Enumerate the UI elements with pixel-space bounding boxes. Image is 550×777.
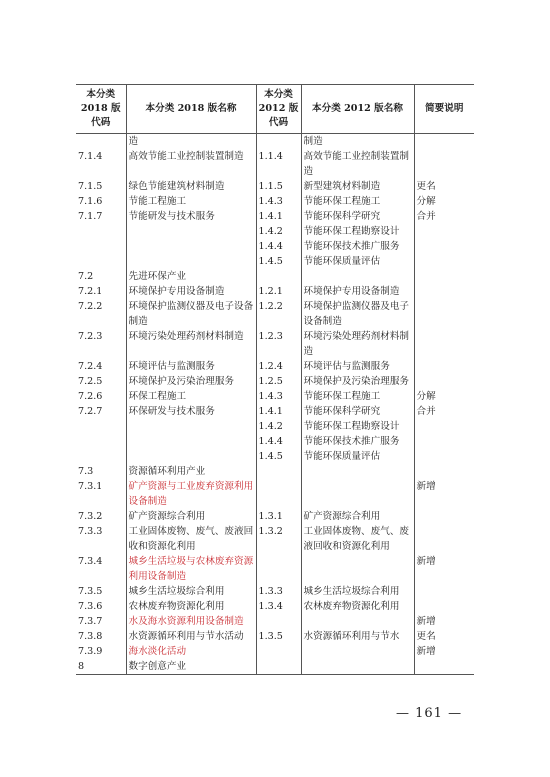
cell-name-2018 xyxy=(126,224,256,239)
table-row xyxy=(76,149,474,179)
cell-name-2018: 海水淡化活动 xyxy=(126,644,256,659)
cell-code-2018 xyxy=(76,434,126,449)
cell-code-2018: 7.3 xyxy=(78,466,94,477)
cell-code-2012: 1.2.5 xyxy=(256,374,301,389)
table-row xyxy=(76,404,474,419)
cell-code-2018: 7.1.7 xyxy=(78,211,103,222)
cell-name-2012: 环境污染处理药剂材料制造 xyxy=(301,329,414,359)
cell-name-2012: 环境保护及污染治理服务 xyxy=(301,374,414,389)
cell-name-2012 xyxy=(301,554,414,584)
cell-name-2018: 水资源循环利用与节水活动 xyxy=(126,629,256,644)
cell-code-2018: 7.1.5 xyxy=(78,181,103,192)
table-row xyxy=(76,479,474,509)
cell-name-2012: 水资源循环利用与节水 xyxy=(301,629,414,644)
cell-note xyxy=(414,434,474,449)
cell-code-2012: 1.1.5 xyxy=(256,179,301,194)
cell-name-2018 xyxy=(126,434,256,449)
table-row xyxy=(76,584,474,599)
cell-name-2012: 节能环保工程勘察设计 xyxy=(301,224,414,239)
cell-note xyxy=(414,134,474,150)
cell-code-2012 xyxy=(256,644,301,659)
cell-code-2012: 1.4.4 xyxy=(256,239,301,254)
table-row xyxy=(76,389,474,404)
cell-note: 新增 xyxy=(414,614,474,629)
cell-code-2018: 7.3.8 xyxy=(78,631,103,642)
table-row xyxy=(76,644,474,659)
cell-code-2012: 1.4.5 xyxy=(256,254,301,269)
cell-note: 分解 xyxy=(414,194,474,209)
cell-note xyxy=(414,374,474,389)
cell-name-2018: 环保研发与技术服务 xyxy=(126,404,256,419)
cell-code-2012: 1.4.1 xyxy=(256,404,301,419)
cell-note: 新增 xyxy=(414,554,474,584)
cell-name-2018: 农林废弃物资源化利用 xyxy=(126,599,256,614)
cell-code-2018: 7.3.2 xyxy=(78,511,103,522)
cell-code-2018: 7.2.5 xyxy=(78,376,103,387)
table-row xyxy=(76,194,474,209)
header-row xyxy=(76,85,474,134)
cell-name-2018: 城乡生活垃圾综合利用 xyxy=(126,584,256,599)
cell-code-2012: 1.3.1 xyxy=(256,509,301,524)
cell-code-2012: 1.4.5 xyxy=(256,449,301,464)
cell-code-2018: 7.3.1 xyxy=(78,481,103,492)
cell-note: 分解 xyxy=(414,389,474,404)
cell-code-2018: 7.3.3 xyxy=(78,526,103,537)
cell-note xyxy=(414,449,474,464)
cell-note: 合并 xyxy=(414,404,474,419)
cell-code-2012: 1.1.4 xyxy=(256,149,301,179)
table-row xyxy=(76,134,474,150)
cell-name-2012: 农林废弃物资源化利用 xyxy=(301,599,414,614)
cell-name-2018: 资源循环利用产业 xyxy=(126,464,256,479)
cell-name-2018: 环境保护及污染治理服务 xyxy=(126,374,256,389)
table-row xyxy=(76,434,474,449)
cell-name-2012: 节能环保科学研究 xyxy=(301,209,414,224)
cell-code-2012: 1.4.1 xyxy=(256,209,301,224)
cell-note xyxy=(414,584,474,599)
cell-code-2012: 1.4.4 xyxy=(256,434,301,449)
cell-name-2018: 矿产资源与工业废弃资源利用设备制造 xyxy=(126,479,256,509)
cell-name-2012 xyxy=(301,479,414,509)
cell-name-2012: 制造 xyxy=(301,134,414,150)
cell-note xyxy=(414,524,474,554)
classification-table xyxy=(76,84,474,675)
cell-note xyxy=(414,224,474,239)
cell-note xyxy=(414,239,474,254)
cell-code-2018: 7.2.7 xyxy=(78,406,103,417)
cell-code-2012: 1.3.4 xyxy=(256,599,301,614)
table-row xyxy=(76,449,474,464)
cell-code-2012: 1.2.1 xyxy=(256,284,301,299)
table-row xyxy=(76,179,474,194)
cell-note: 合并 xyxy=(414,209,474,224)
cell-name-2012 xyxy=(301,644,414,659)
cell-name-2018: 工业固体废物、废气、废液回收和资源化利用 xyxy=(126,524,256,554)
cell-name-2012 xyxy=(301,614,414,629)
cell-name-2018: 先进环保产业 xyxy=(126,269,256,284)
cell-code-2012 xyxy=(256,464,301,479)
cell-note xyxy=(414,464,474,479)
cell-name-2012: 节能环保工程施工 xyxy=(301,389,414,404)
cell-name-2018 xyxy=(126,254,256,269)
cell-code-2018: 7.3.9 xyxy=(78,646,103,657)
cell-name-2012: 城乡生活垃圾综合利用 xyxy=(301,584,414,599)
cell-code-2018: 7.2 xyxy=(78,271,94,282)
cell-code-2012: 1.2.2 xyxy=(256,299,301,329)
table-row xyxy=(76,554,474,584)
cell-name-2012: 节能环保技术推广服务 xyxy=(301,434,414,449)
cell-name-2012: 节能环保质量评估 xyxy=(301,254,414,269)
cell-code-2012: 1.4.3 xyxy=(256,389,301,404)
cell-code-2018 xyxy=(76,254,126,269)
page-number: — 161 — xyxy=(396,706,463,721)
cell-code-2018 xyxy=(76,419,126,434)
cell-code-2012 xyxy=(256,554,301,584)
cell-name-2012 xyxy=(301,269,414,284)
table-body xyxy=(76,134,474,675)
cell-name-2012: 节能环保工程勘察设计 xyxy=(301,419,414,434)
cell-note xyxy=(414,659,474,675)
cell-name-2012: 新型建筑材料制造 xyxy=(301,179,414,194)
cell-name-2018: 造 xyxy=(126,134,256,150)
cell-note xyxy=(414,329,474,359)
cell-name-2012: 工业固体废物、废气、废液回收和资源化利用 xyxy=(301,524,414,554)
cell-note: 更名 xyxy=(414,629,474,644)
cell-code-2018: 7.2.4 xyxy=(78,361,103,372)
cell-name-2012 xyxy=(301,464,414,479)
header-code-2018: 本分类 2018 版 代码 xyxy=(76,85,126,134)
table-row xyxy=(76,209,474,224)
table-row xyxy=(76,284,474,299)
cell-note xyxy=(414,599,474,614)
cell-note xyxy=(414,149,474,179)
cell-note: 新增 xyxy=(414,644,474,659)
cell-code-2018: 7.2.2 xyxy=(78,301,103,312)
table-row xyxy=(76,269,474,284)
cell-code-2018: 7.3.7 xyxy=(78,616,103,627)
table-row xyxy=(76,614,474,629)
cell-name-2012: 节能环保技术推广服务 xyxy=(301,239,414,254)
cell-name-2018: 矿产资源综合利用 xyxy=(126,509,256,524)
cell-name-2018: 高效节能工业控制装置制造 xyxy=(126,149,256,179)
cell-name-2018: 环境污染处理药剂材料制造 xyxy=(126,329,256,359)
cell-note xyxy=(414,419,474,434)
cell-note: 新增 xyxy=(414,479,474,509)
table-row xyxy=(76,659,474,675)
cell-name-2018: 环保工程施工 xyxy=(126,389,256,404)
cell-name-2012: 节能环保科学研究 xyxy=(301,404,414,419)
cell-code-2012: 1.3.3 xyxy=(256,584,301,599)
cell-code-2012: 1.2.4 xyxy=(256,359,301,374)
cell-note xyxy=(414,299,474,329)
table-row xyxy=(76,254,474,269)
cell-code-2012: 1.4.3 xyxy=(256,194,301,209)
cell-code-2012: 1.3.5 xyxy=(256,629,301,644)
cell-name-2018 xyxy=(126,449,256,464)
cell-code-2012 xyxy=(256,479,301,509)
cell-code-2018: 7.1.4 xyxy=(78,151,103,162)
cell-name-2018: 城乡生活垃圾与农林废弃资源利用设备制造 xyxy=(126,554,256,584)
header-note: 简要说明 xyxy=(414,85,474,134)
cell-note: 更名 xyxy=(414,179,474,194)
table-row xyxy=(76,509,474,524)
cell-code-2012: 1.2.3 xyxy=(256,329,301,359)
cell-name-2012: 环境保护监测仪器及电子设备制造 xyxy=(301,299,414,329)
table-row xyxy=(76,299,474,329)
cell-note xyxy=(414,509,474,524)
cell-code-2018: 8 xyxy=(76,659,126,675)
cell-name-2018: 数字创意产业 xyxy=(126,659,256,675)
cell-name-2012 xyxy=(301,659,414,675)
cell-code-2012: 1.4.2 xyxy=(256,419,301,434)
cell-name-2012: 环境保护专用设备制造 xyxy=(301,284,414,299)
cell-name-2018: 环境评估与监测服务 xyxy=(126,359,256,374)
table-row xyxy=(76,239,474,254)
header-code-2012: 本分类 2012 版 代码 xyxy=(256,85,301,134)
cell-name-2012: 节能环保质量评估 xyxy=(301,449,414,464)
cell-code-2018 xyxy=(76,449,126,464)
cell-name-2012: 环境评估与监测服务 xyxy=(301,359,414,374)
cell-name-2018: 水及海水资源利用设备制造 xyxy=(126,614,256,629)
cell-name-2018: 绿色节能建筑材料制造 xyxy=(126,179,256,194)
cell-name-2018: 节能研发与技术服务 xyxy=(126,209,256,224)
cell-code-2018 xyxy=(76,134,126,150)
table-row xyxy=(76,374,474,389)
cell-name-2012: 矿产资源综合利用 xyxy=(301,509,414,524)
table-row xyxy=(76,524,474,554)
cell-code-2018: 7.3.4 xyxy=(78,556,103,567)
cell-note xyxy=(414,254,474,269)
cell-code-2012 xyxy=(256,269,301,284)
header-name-2012: 本分类 2012 版名称 xyxy=(301,85,414,134)
table-row xyxy=(76,359,474,374)
cell-name-2018: 环境保护专用设备制造 xyxy=(126,284,256,299)
cell-name-2018: 环境保护监测仪器及电子设备制造 xyxy=(126,299,256,329)
cell-name-2018: 节能工程施工 xyxy=(126,194,256,209)
header-name-2018: 本分类 2018 版名称 xyxy=(126,85,256,134)
table-row xyxy=(76,419,474,434)
cell-note xyxy=(414,284,474,299)
cell-code-2018: 7.3.5 xyxy=(78,586,103,597)
table-row xyxy=(76,629,474,644)
cell-code-2018: 7.2.3 xyxy=(78,331,103,342)
cell-note xyxy=(414,269,474,284)
cell-code-2018: 7.3.6 xyxy=(78,601,103,612)
cell-code-2018: 7.1.6 xyxy=(78,196,103,207)
cell-code-2012: 1.4.2 xyxy=(256,224,301,239)
cell-code-2012: 1.3.2 xyxy=(256,524,301,554)
cell-name-2018 xyxy=(126,239,256,254)
table-row xyxy=(76,224,474,239)
cell-note xyxy=(414,359,474,374)
cell-name-2012: 高效节能工业控制装置制造 xyxy=(301,149,414,179)
table-row xyxy=(76,329,474,359)
cell-name-2018 xyxy=(126,419,256,434)
cell-name-2012: 节能环保工程施工 xyxy=(301,194,414,209)
cell-code-2018: 7.2.1 xyxy=(78,286,103,297)
cell-code-2018 xyxy=(76,224,126,239)
cell-code-2012 xyxy=(256,134,301,150)
cell-code-2018 xyxy=(76,239,126,254)
table-row xyxy=(76,464,474,479)
cell-code-2012 xyxy=(256,614,301,629)
cell-code-2018: 7.2.6 xyxy=(78,391,103,402)
cell-code-2012 xyxy=(256,659,301,675)
table-row xyxy=(76,599,474,614)
